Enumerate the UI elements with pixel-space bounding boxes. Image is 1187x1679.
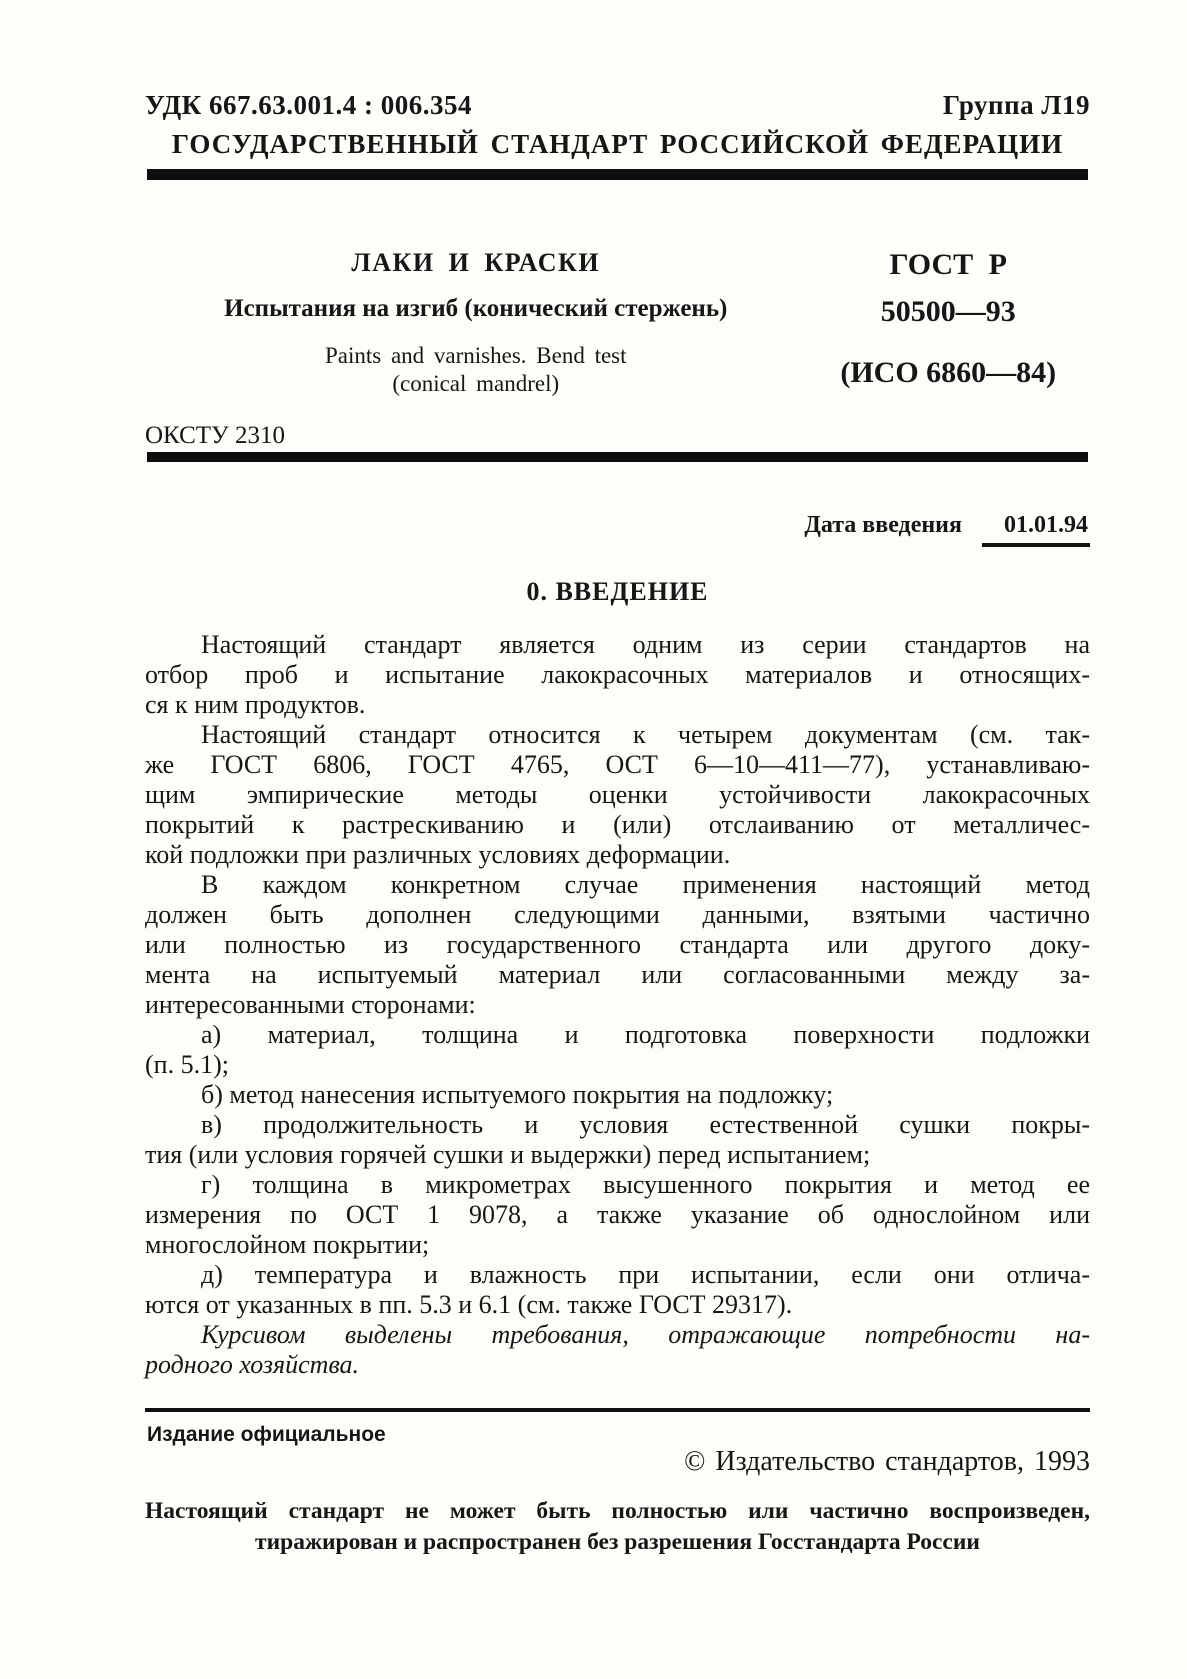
- effective-date-value: 01.01.94: [982, 512, 1090, 547]
- title-left-column: [145, 243, 807, 413]
- title-block: [145, 243, 1090, 413]
- official-edition-label: Издание официальное: [147, 1423, 386, 1446]
- section-heading-introduction: 0. ВВЕДЕНИЕ: [526, 577, 709, 606]
- reproduction-notice: Настоящий стандарт не может быть полностью или частично воспроизведен, тиражирован и распространен без разрешения Госстандарта России: [145, 1498, 1090, 1555]
- horizontal-rule-top: [147, 169, 1088, 180]
- list-item-v: в) продолжительность и условия естественной сушки покры- тия (или условия горячей сушки и выдержки) перед испытанием;: [145, 1110, 1090, 1169]
- paragraph-series-statement: Настоящий стандарт является одним из серии стандартов на отбор проб и испытание лакокрасочных материалов и относящих- ся к ним продуктов.: [145, 630, 1090, 719]
- standard-code-number: 50500—93: [880, 295, 1016, 328]
- okstu-code: ОКСТУ 2310: [145, 422, 286, 449]
- list-item-d: д) температура и влажность при испытании, если они отлича- ются от указанных в пп. 5.3 и 6.1 (см. также ГОСТ 29317).: [145, 1260, 1090, 1319]
- introduction-body: [145, 630, 1090, 1380]
- udk-number: УДК 667.63.001.4 : 006.354: [145, 90, 472, 120]
- horizontal-rule-footer: [145, 1408, 1090, 1412]
- standard-subtitle-english-line2: (conical mandrel): [392, 371, 560, 396]
- standard-subject: ЛАКИ И КРАСКИ: [351, 248, 601, 277]
- iso-reference: (ИСО 6860—84): [840, 356, 1057, 389]
- standard-subtitle-english-line1: Paints and varnishes. Bend test: [324, 343, 627, 368]
- horizontal-rule-middle: [147, 452, 1088, 462]
- list-item-g: г) толщина в микрометрах высушенного покрытия и метод ее измерения по ОСТ 1 9078, а также указание об однослойном или многослойном покрытии;: [145, 1170, 1090, 1259]
- effective-date-row: [804, 512, 1090, 547]
- list-item-b: б) метод нанесения испытуемого покрытия на подложку;: [201, 1080, 834, 1109]
- title-right-column: [807, 243, 1091, 413]
- group-code: Группа Л19: [942, 90, 1090, 120]
- standard-code-prefix: ГОСТ Р: [889, 248, 1008, 281]
- effective-date-label: Дата введения: [804, 512, 962, 538]
- paragraph-supplementary-data: В каждом конкретном случае применения настоящий метод должен быть дополнен следующими данными, взятыми частично или полностью из государственного стандарта или другого доку- мента на испытуемый материал или согласованными между за- интересованными сторонами:: [145, 870, 1090, 1019]
- classification-row: [145, 90, 1090, 121]
- standard-subtitle: Испытания на изгиб (конический стержень): [224, 295, 728, 322]
- list-item-a: а) материал, толщина и подготовка поверхности подложки (п. 5.1);: [145, 1020, 1090, 1079]
- copyright-line: © Издательство стандартов, 1993: [684, 1446, 1090, 1477]
- paragraph-related-documents: Настоящий стандарт относится к четырем документам (см. так- же ГОСТ 6806, ГОСТ 4765, ОСТ 6—10—411—77), устанавливаю- щим эмпирические методы оценки устойчивости лакокрасочных покрытий к растрескиванию и (или) отслаиванию от металличес- кой подложки при различных условиях деформации.: [145, 720, 1090, 869]
- federal-standard-header: ГОСУДАРСТВЕННЫЙ СТАНДАРТ РОССИЙСКОЙ ФЕДЕРАЦИИ: [171, 129, 1064, 159]
- paragraph-italic-note: Курсивом выделены требования, отражающие потребности на- родного хозяйства.: [145, 1320, 1090, 1379]
